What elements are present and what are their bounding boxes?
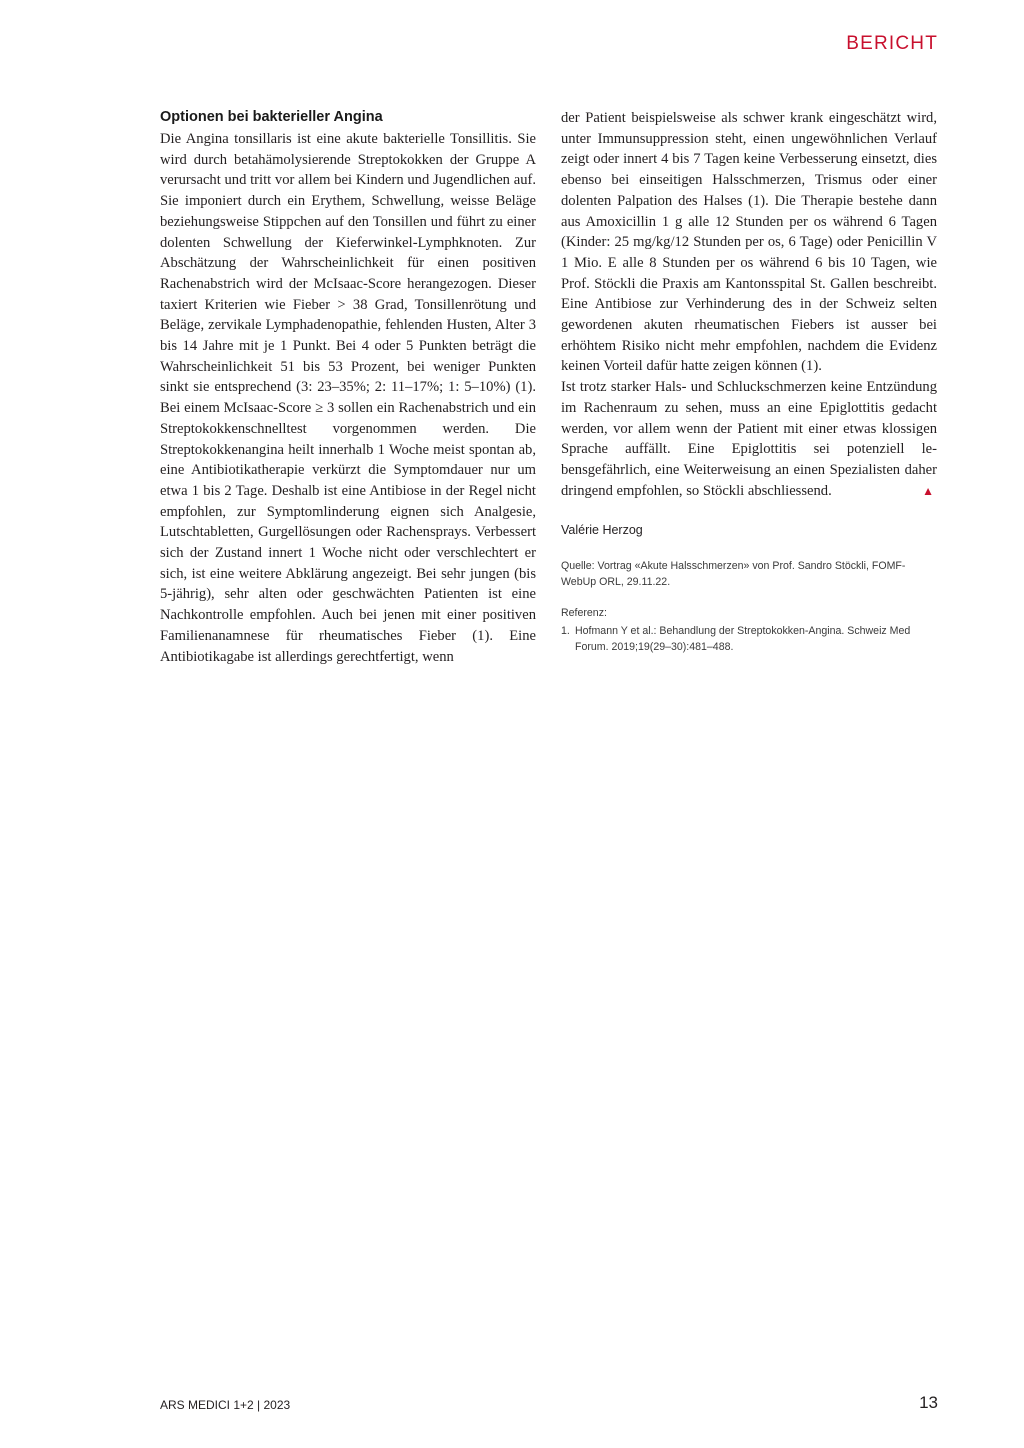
article-subheading: Optionen bei bakterieller Angina — [160, 109, 383, 125]
article-paragraph: der Patient beispielsweise als schwer krank eingeschätzt wird, unter Immunsuppression steht, einen ungewöhnlichen Verlauf zeigt oder innert 4 bis 7 Tagen keine Verbesserung einsetzt, dies ebenso bei einseitigen Halsschmerzen, Trismus oder einer dolenten Palpation des Halses (1). Die Therapie bestehe dann aus Amoxicillin 1 g alle 12 Stunden per os während 6 Tagen (Kinder: 25 mg/kg/12 Stunden per os, 6 Tage) oder Penicillin V 1 Mio. E alle 8 Stunden per os während 6 bis 10 Tagen, wie Prof. Stöckli die Praxis am Kantonsspital St. Gallen beschreibt. Eine Antibiose zur Verhinderung des in der Schweiz selten gewordenen akuten rheumatischen Fiebers ist ausser bei erhöhtem Risiko nicht mehr empfohlen, nachdem die Evidenz keinen Vorteil dafür hatte zeigen können (1). — [561, 110, 937, 375]
publication-footer: ARS MEDICI 1+2 | 2023 — [160, 1398, 291, 1412]
article-paragraph: Die Angina tonsillaris ist eine akute bakterielle Tonsillitis. Sie wird durch betahämolysierende Streptokokken der Gruppe A verursacht und tritt vor allem bei Kindern und Jugendlichen auf. Sie imponiert durch ein Erythem, Schwellung, weisse Beläge beziehungsweise Stippchen auf den Tonsillen und führt zu einer dolenten Schwellung der Kieferwinkel-Lymphknoten. Zur Abschätzung der Wahrscheinlichkeit für einen positiven Rachenabstrich wird der McIsaac-Score herangezogen. Dieser taxiert Kriterien wie Fieber > 38 Grad, Tonsillenrötung und Beläge, zervikale Lymphadenopathie, fehlenden Husten, Alter 3 bis 14 Jahre mit je 1 Punkt. Bei 4 oder 5 Punkten beträgt die Wahrscheinlichkeit 51 bis 53 Prozent, bei weniger Punkten sinkt sie entsprechend (3: 23–35%; 2: 11–17%; 1: 5–10%) (1). Bei einem McIsaac-Score ≥ 3 sollen ein Rachenabstrich und ein Streptokokkenschnelltest vorgenommen werden. Die Streptokokkenangina heilt innerhalb 1 Woche meist spontan ab, eine Antibiotikatherapie verkürzt die Symptomdauer nur um etwa 1 bis 2 Tage. Deshalb ist eine Antibiose in der Regel nicht empfohlen, zur Symptomlinderung eignen sich Analgesie, Lutschtabletten, Gurgellösungen oder Rachensprays. Verbessert sich der Zustand innert 1 Woche nicht oder verschlechtert er sich, ist eine weitere Abklärung angezeigt. Bei sehr jungen (bis 5-jährig), sehr alten oder geschwächten Patienten ist eine Nachkontrolle empfohlen. Auch bei jenen mit einer positiven Familienanamnese für rheumatisches Fieber (1). Eine Antibiotikagabe ist allerdings gerechtfertigt, wenn — [160, 131, 536, 665]
section-label: BERICHT — [846, 33, 938, 54]
reference-text: Hofmann Y et al.: Behandlung der Streptokokken-Angina. Schweiz Med Forum. 2019;19(29–30):481–488. — [575, 625, 911, 653]
left-column — [160, 108, 536, 667]
source-note: Quelle: Vortrag «Akute Halsschmerzen» von Prof. Sandro Stöckli, FOMF-WebUp ORL, 29.11.22. — [561, 560, 906, 588]
page-number: 13 — [919, 1393, 938, 1412]
end-of-article-triangle-icon: ▲ — [922, 483, 934, 498]
right-column — [561, 108, 937, 655]
author-name: Valérie Herzog — [561, 523, 643, 538]
references-heading: Referenz: — [561, 607, 607, 620]
reference-item — [561, 624, 937, 655]
final-paragraph-text: Ist trotz starker Hals- und Schluckschmerzen keine Entzündung im Rachenraum zu sehen, muss an eine Epiglottitis gedacht werden, vor allem wenn der Patient mit einer etwas klossigen Sprache auffällt. Eine Epiglottitis sei potenziell lebensgefährlich, eine Weiterweisung an einen Spezialisten daher dringend empfohlen, so Stöckli abschliessend. — [561, 379, 937, 499]
reference-list — [561, 624, 937, 655]
article-paragraph-final — [561, 377, 937, 501]
reference-number: 1. — [561, 625, 570, 638]
